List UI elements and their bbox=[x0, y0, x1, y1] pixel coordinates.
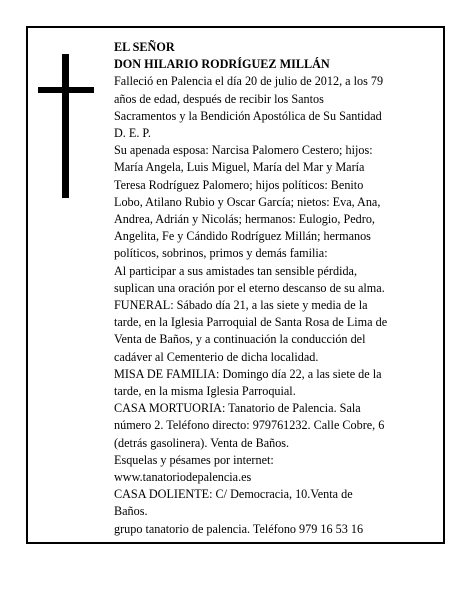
deceased-name: DON HILARIO RODRÍGUEZ MILLÁN bbox=[114, 57, 330, 72]
body-line: Falleció en Palencia el día 20 de julio de 2012, a los 79 bbox=[114, 74, 384, 89]
body-line: Angelita, Fe y Cándido Rodríguez Millán; hermanos bbox=[114, 229, 371, 244]
body-line: Teresa Rodríguez Palomero; hijos políticos: Benito bbox=[114, 177, 364, 192]
body-line: CASA DOLIENTE: C/ Democracia, 10.Venta de bbox=[114, 487, 353, 502]
body-line: Lobo, Atilano Rubio y Oscar García; nietos: Eva, Ana, bbox=[114, 194, 381, 209]
body-line: FUNERAL: Sábado día 21, a las siete y media de la bbox=[114, 298, 368, 313]
body-line: cadáver al Cementerio de dicha localidad. bbox=[114, 349, 319, 364]
body-line: Venta de Baños, y a continuación la conducción del bbox=[114, 332, 366, 347]
body-line: grupo tanatorio de palencia. Teléfono 979 16 53 16 bbox=[114, 521, 364, 536]
body-line: Sacramentos y la Bendición Apostólica de Su Santidad bbox=[114, 108, 382, 123]
body-line: D. E. P. bbox=[114, 126, 151, 141]
body-line: Al participar a sus amistades tan sensible pérdida, bbox=[114, 263, 358, 278]
body-line: años de edad, después de recibir los Santos bbox=[114, 91, 324, 106]
obituary-text bbox=[114, 39, 434, 538]
body-line: CASA MORTUORIA: Tanatorio de Palencia. Sala bbox=[114, 401, 361, 416]
body-line: María Angela, Luis Miguel, María del Mar y María bbox=[114, 160, 365, 175]
notice-title: EL SEÑOR bbox=[114, 40, 175, 54]
website-text: www.tanatoriodepalencia.es bbox=[114, 470, 252, 485]
body-line: Andrea, Adrián y Nicolás; hermanos: Eulogio, Pedro, bbox=[114, 212, 375, 227]
body-line: número 2. Teléfono directo: 979761232. Calle Cobre, 6 bbox=[114, 418, 385, 433]
body-line: tarde, en la Iglesia Parroquial de Santa Rosa de Lima de bbox=[114, 315, 388, 330]
body-line: (detrás gasolinera). Venta de Baños. bbox=[114, 435, 290, 450]
body-line: Su apenada esposa: Narcisa Palomero Cestero; hijos: bbox=[114, 143, 373, 158]
body-line: políticos, sobrinos, primos y demás familia: bbox=[114, 246, 328, 261]
body-line: Baños. bbox=[114, 504, 148, 519]
cross-icon bbox=[62, 54, 69, 198]
body-line: Esquelas y pésames por internet: bbox=[114, 452, 274, 467]
body-line: MISA DE FAMILIA: Domingo día 22, a las siete de la bbox=[114, 366, 382, 381]
body-line: tarde, en la misma Iglesia Parroquial. bbox=[114, 384, 296, 399]
body-line: suplican una oración por el eterno descanso de su alma. bbox=[114, 280, 385, 295]
cross-icon-crossbar bbox=[38, 87, 94, 93]
